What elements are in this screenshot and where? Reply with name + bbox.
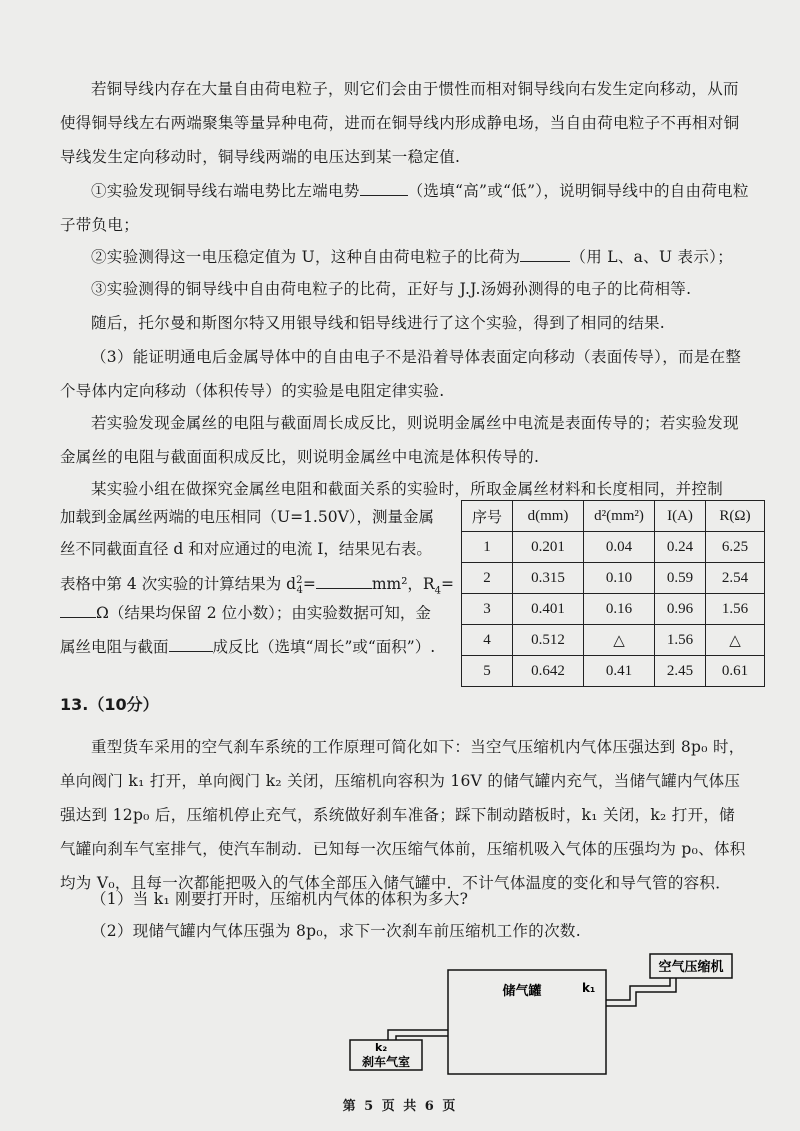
- table-cell: 1.56: [655, 625, 706, 656]
- table-cell: △: [584, 625, 655, 656]
- table-row: [462, 656, 765, 687]
- question-3: ③实验测得的铜导线中自由荷电粒子的比荷，正好与 J.J.汤姆孙测得的电子的比荷相等.: [91, 280, 692, 298]
- question-13-sub-2: （2）现储气罐内气体压强为 8p₀，求下一次刹车前压缩机工作的次数.: [91, 922, 581, 940]
- paragraph-part-3: （3）能证明通电后金属导体中的自由电子不是沿着导体表面定向移动（表面传导），而是在整个导体内定向移动（体积传导）的实验是电阻定律实验.: [60, 348, 742, 400]
- question-1: ①实验发现铜导线右端电势比左端电势 （选填“高”或“低”），说明铜导线中的自由荷电粒子带负电；: [60, 182, 749, 234]
- data-table: [461, 500, 765, 687]
- table-cell: 0.41: [584, 656, 655, 687]
- k2-label: k₂: [375, 1041, 388, 1054]
- table-cell: 0.24: [655, 532, 706, 563]
- answer-blank-1[interactable]: [360, 195, 408, 196]
- question-13-body: 重型货车采用的空气刹车系统的工作原理可简化如下：当空气压缩机内气体压强达到 8p₀ 时，单向阀门 k₁ 打开，单向阀门 k₂ 关闭，压缩机向容积为 16V 的储气罐内充气，当储气罐内气体压强达到 12p₀ 后，压缩机停止充气，系统做好刹车准备；踩下制动踏板时，k₁ 关闭，k₂ 打开，储气罐向刹车气室排气，使汽车制动．已知每一次压缩气体前，压缩机吸入气体的压强均为 p₀、体积均为 V₀，且每一次都能把吸入的气体全部压入储气罐中．不计气体温度的变化和导气管的容积．: [60, 738, 746, 892]
- tank-label: 储气罐: [502, 984, 542, 999]
- table-row: [462, 594, 765, 625]
- question-13-sub-1: （1）当 k₁ 刚要打开时，压缩机内气体的体积为多大?: [91, 890, 469, 908]
- paragraph-silver-aluminum: 随后，托尔曼和斯图尔特又用银导线和铝导线进行了这个实验，得到了相同的结果.: [91, 314, 666, 332]
- table-cell: 0.16: [584, 594, 655, 625]
- paragraph-inertia: 若铜导线内存在大量自由荷电粒子，则它们会由于惯性而相对铜导线向右发生定向移动，从而使得铜导线左右两端聚集等量异种电荷，进而在铜导线内形成静电场，当自由荷电粒子不再相对铜导线发生定向移动时，铜导线两端的电压达到某一稳定值.: [60, 80, 740, 166]
- table-cell: 0.10: [584, 563, 655, 594]
- table-header-row: [462, 501, 765, 532]
- experiment-line-3: 丝不同截面直径 d 和对应通过的电流 I，结果见右表。: [60, 540, 432, 558]
- table-cell: 0.61: [706, 656, 765, 687]
- k1-label: k₁: [582, 981, 596, 995]
- table-cell: 0.401: [513, 594, 584, 625]
- table-cell: 0.512: [513, 625, 584, 656]
- compressor-label: 空气压缩机: [658, 960, 724, 975]
- question-13-title: 13.（10分）: [60, 695, 159, 714]
- table-cell: 0.59: [655, 563, 706, 594]
- table-cell: 0.04: [584, 532, 655, 563]
- table-cell: 3: [462, 594, 513, 625]
- table-cell: 5: [462, 656, 513, 687]
- experiment-line-4: 表格中第 4 次实验的计算结果为 $d^2_4= mm^2$，$R_4=$: [60, 575, 454, 597]
- page-footer: 第 5 页 共 6 页: [342, 1099, 458, 1114]
- table-header: 序号: [462, 501, 513, 532]
- table-header: I(A): [655, 501, 706, 532]
- table-row: [462, 532, 765, 563]
- pipe-k2: [388, 1030, 448, 1040]
- table-header: R(Ω): [706, 501, 765, 532]
- paragraph-experiment: 某实验小组在做探究金属丝电阻和截面关系的实验时，所取金属丝材料和长度相同，并控制: [91, 480, 724, 498]
- chamber-label: 刹车气室: [361, 1055, 411, 1069]
- table-cell: 1: [462, 532, 513, 563]
- answer-blank-2[interactable]: [520, 261, 570, 262]
- table-cell: 2.54: [706, 563, 765, 594]
- table-cell: 2: [462, 563, 513, 594]
- table-cell: △: [706, 625, 765, 656]
- experiment-line-6: 属丝电阻与截面 成反比（选填“周长”或“面积”）.: [60, 638, 436, 656]
- answer-blank-relation[interactable]: [169, 651, 213, 652]
- table-cell: 6.25: [706, 532, 765, 563]
- pipe-k1: [606, 978, 670, 1000]
- table-header: d(mm): [513, 501, 584, 532]
- table-cell: 2.45: [655, 656, 706, 687]
- table-cell: 4: [462, 625, 513, 656]
- table-cell: 0.96: [655, 594, 706, 625]
- answer-blank-d4[interactable]: [316, 588, 372, 589]
- table-cell: 0.315: [513, 563, 584, 594]
- table-header: d²(mm²): [584, 501, 655, 532]
- paragraph-conduction: 若实验发现金属丝的电阻与截面周长成反比，则说明金属丝中电流是表面传导的；若实验发现金属丝的电阻与截面面积成反比，则说明金属丝中电流是体积传导的.: [60, 414, 739, 466]
- experiment-line-2: 加载到金属丝两端的电压相同（U=1.50V），测量金属: [60, 508, 435, 526]
- table-row: [462, 625, 765, 656]
- answer-blank-r4[interactable]: [60, 617, 96, 618]
- table-cell: 1.56: [706, 594, 765, 625]
- table-row: [462, 563, 765, 594]
- question-2: ②实验测得这一电压稳定值为 U，这种自由荷电粒子的比荷为 （用 L、a、U 表示）；: [91, 248, 734, 266]
- brake-system-diagram: [300, 950, 780, 1080]
- table-cell: 0.201: [513, 532, 584, 563]
- pipe-k1-inner: [606, 978, 676, 1006]
- experiment-line-5: Ω（结果均保留 2 位小数）；由实验数据可知，金: [60, 598, 431, 628]
- table-cell: 0.642: [513, 656, 584, 687]
